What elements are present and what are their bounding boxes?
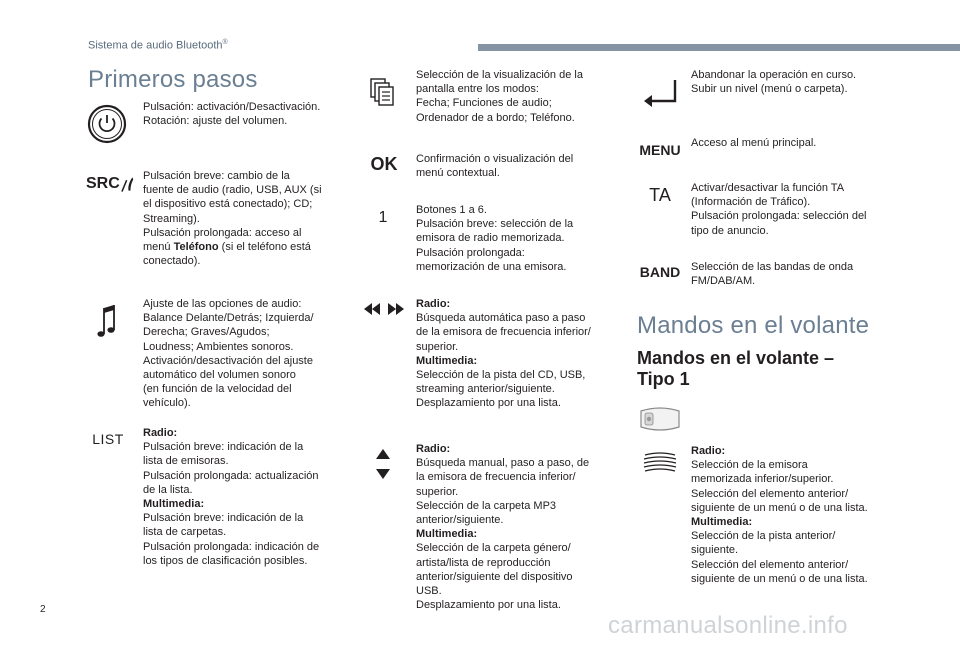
back-arrow-icon [640,76,680,108]
seek-arrows-icon [362,300,406,318]
subtitle-mandos-tipo: Mandos en el volante – Tipo 1 [637,348,835,389]
steering-control-icon [636,404,684,434]
preset-1-icon: 1 [378,209,388,226]
audio-desc: Ajuste de las opciones de audio: Balance Delante/Detrás; Izquierda/ Derecha; Graves/Agudos; Loudness; Ambientes sonoros. Activación/desactivación del ajuste automático del volumen sonoro (en función de la velocidad del vehículo). [143,298,314,410]
ta-button-icon: TA [649,184,671,205]
section-title-mandos: Mandos en el volante [637,312,870,339]
scroll-wheel-icon [642,450,678,474]
list-desc: Radio: Pulsación breve: indicación de la lista de emisoras. Pulsación prolongada: actualización de la lista. Multimedia: Pulsación breve: indicación de la lista de carpetas. Pulsación prolongada: indicación de los tipos de clasificación posibles. [143,427,320,567]
back-desc: Abandonar la operación en curso. Subir un nivel (menú o carpeta). [691,69,857,96]
display-desc: Selección de la visualización de la pantalla entre los modos: Fecha; Funciones de audio; Ordenador de a bordo; Teléfono. [416,69,583,124]
power-knob-icon [86,103,128,145]
src-phone-icon: SRC [86,173,134,195]
page-number: 2 [40,604,46,615]
wheel-desc: Radio: Selección de la emisora memorizada inferior/superior. Selección del elemento anterior/ siguiente de un menú o de una lista. Multimedia: Selección de la pista anterior/ siguiente. Selección del elemento anterior/ siguiente de un menú o de una lista. [691,445,868,585]
seek-desc: Radio: Búsqueda automática paso a paso de la emisora de frecuencia inferior/ superior. Multimedia: Selección de la pista del CD, USB, streaming anterior/siguiente. Desplazamiento por una lista. [416,298,591,410]
display-mode-icon [368,75,398,109]
menu-desc: Acceso al menú principal. [691,137,817,149]
band-desc: Selección de las bandas de onda FM/DAB/AM. [691,261,854,288]
ok-button-icon: OK [370,153,398,174]
menu-button-icon: MENU [639,142,681,158]
ta-desc: Activar/desactivar la función TA (Información de Tráfico). Pulsación prolongada: selección del tipo de anuncio. [691,182,867,237]
up-down-arrows-icon [372,446,394,482]
watermark: carmanualsonline.info [608,612,848,639]
header-bar [478,44,960,51]
header-title: Sistema de audio Bluetooth® [88,39,228,52]
band-button-icon: BAND [639,264,681,280]
power-desc: Pulsación: activación/Desactivación. Rotación: ajuste del volumen. [143,101,321,128]
section-title-primeros: Primeros pasos [88,66,258,93]
ok-desc: Confirmación o visualización del menú contextual. [416,153,574,180]
presets-desc: Botones 1 a 6. Pulsación breve: selección de la emisora de radio memorizada. Pulsación prolongada: memorización de una emisora. [416,204,574,273]
src-desc: Pulsación breve: cambio de la fuente de audio (radio, USB, AUX (si el dispositivo está conectado); CD; Streaming). Pulsación prolongada: acceso al menú Teléfono (si el teléfono está conectado). [143,170,322,268]
music-note-icon [96,302,118,340]
updown-desc: Radio: Búsqueda manual, paso a paso, de la emisora de frecuencia inferior/ superior. Selección de la carpeta MP3 anterior/siguiente. Multimedia: Selección de la carpeta género/ artista/lista de reproducción anterior/siguiente del dispositivo USB. Desplazamiento por una lista. [416,443,590,612]
list-button-icon: LIST [92,431,124,447]
registered-mark: ® [222,39,228,46]
